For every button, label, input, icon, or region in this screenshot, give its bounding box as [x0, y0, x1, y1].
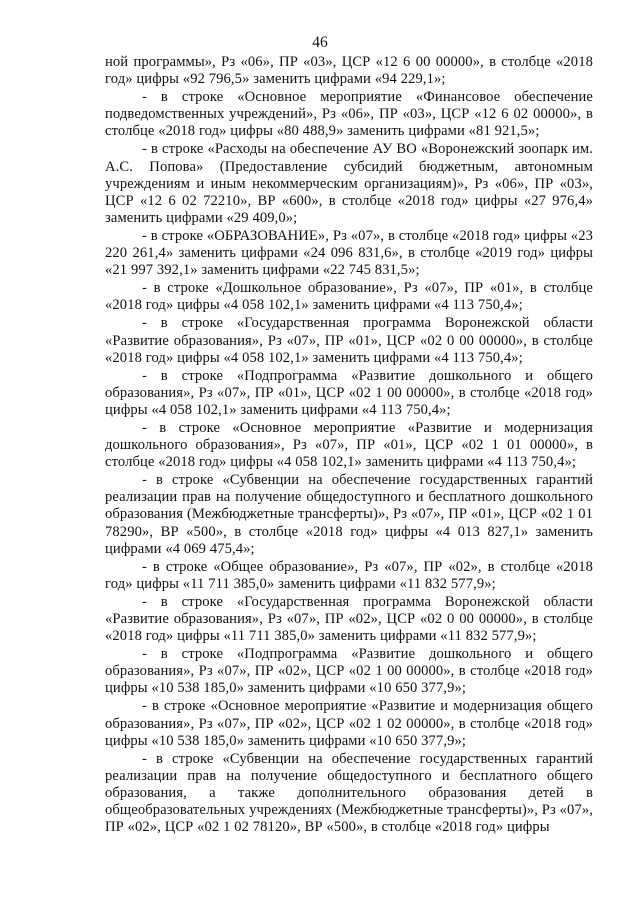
- paragraph: - в строке «Подпрограмма «Развитие дошкольного и общего образования», Рз «07», ПР «02», ЦСР «02 1 00 00000», в столбце «2018 год» цифры «10 538 185,0» заменить цифрами «10 650 377,9»;: [105, 646, 593, 697]
- paragraph: - в строке «Субвенции на обеспечение государственных гарантий реализации прав на получение общедоступного и бесплатного общего образования, а также дополнительного образования детей в общеобразовательных учреждениях (Межбюджетные трансферты)», Рз «07», ПР «02», ЦСР «02 1 02 78120», ВР «500», в столбце «2018 год» цифры: [105, 750, 593, 836]
- page-number: 46: [312, 34, 328, 51]
- paragraph: - в строке «ОБРАЗОВАНИЕ», Рз «07», в столбце «2018 год» цифры «23 220 261,4» заменить цифрами «24 096 831,6», в столбце «2019 год» цифры «21 997 392,1» заменить цифрами «22 745 831,5»;: [105, 227, 593, 279]
- paragraph: - в строке «Основное мероприятие «Развитие и модернизация дошкольного образования», Рз «07», ПР «01», ЦСР «02 1 01 00000», в столбце «2018 год» цифры «4 058 102,1» заменить цифрами «4 113 750,4»;: [105, 419, 593, 471]
- paragraph: - в строке «Общее образование», Рз «07», ПР «02», в столбце «2018 год» цифры «11 711 385,0» заменить цифрами «11 832 577,9»;: [105, 558, 593, 592]
- paragraph: - в строке «Государственная программа Воронежской области «Развитие образования», Рз «07», ПР «01», ЦСР «02 0 00 00000», в столбце «2018 год» цифры «4 058 102,1» заменить цифрами «4 113 750,4»;: [105, 315, 593, 366]
- paragraph: ной программы», Рз «06», ПР «03», ЦСР «12 6 00 00000», в столбце «2018 год» цифры «92 796,5» заменить цифрами «94 229,1»;: [105, 54, 593, 88]
- paragraph: - в строке «Государственная программа Воронежской области «Развитие образования», Рз «07», ПР «02», ЦСР «02 0 00 00000», в столбце «2018 год» цифры «11 711 385,0» заменить цифрами «11 832 577,9»;: [105, 593, 593, 645]
- paragraph: - в строке «Расходы на обеспечение АУ ВО «Воронежский зоопарк им. А.С. Попова» (Предоставление субсидий бюджетным, автономным учреждениям и иным некоммерческим организациям)», Рз «06», ПР «03», ЦСР «12 6 02 72210», ВР «600», в столбце «2018 год» цифры «27 976,4» заменить цифрами «29 409,0»;: [105, 141, 593, 226]
- paragraph: - в строке «Основное мероприятие «Финансовое обеспечение подведомственных учреждений», Рз «06», ПР «03», ЦСР «12 6 02 00000», в столбце «2018 год» цифры «80 488,9» заменить цифрами «81 921,5»;: [105, 89, 593, 140]
- paragraph: - в строке «Основное мероприятие «Развитие и модернизация общего образования», Рз «07», ПР «02», ЦСР «02 1 02 00000», в столбце «2018 год» цифры «10 538 185,0» заменить цифрами «10 650 377,9»;: [105, 698, 593, 749]
- paragraph: - в строке «Дошкольное образование», Рз «07», ПР «01», в столбце «2018 год» цифры «4 058 102,1» заменить цифрами «4 113 750,4»;: [105, 280, 593, 314]
- paragraph: - в строке «Подпрограмма «Развитие дошкольного и общего образования», Рз «07», ПР «01», ЦСР «02 1 00 00000», в столбце «2018 год» цифры «4 058 102,1» заменить цифрами «4 113 750,4»;: [105, 367, 593, 418]
- document-body: [105, 54, 593, 837]
- paragraph: - в строке «Субвенции на обеспечение государственных гарантий реализации прав на получение общедоступного и бесплатного дошкольного образования (Межбюджетные трансферты)», Рз «07», ПР «01», ЦСР «02 1 01 78290», ВР «500», в столбце «2018 год» цифры «4 013 827,1» заменить цифрами «4 069 475,4»;: [105, 472, 593, 557]
